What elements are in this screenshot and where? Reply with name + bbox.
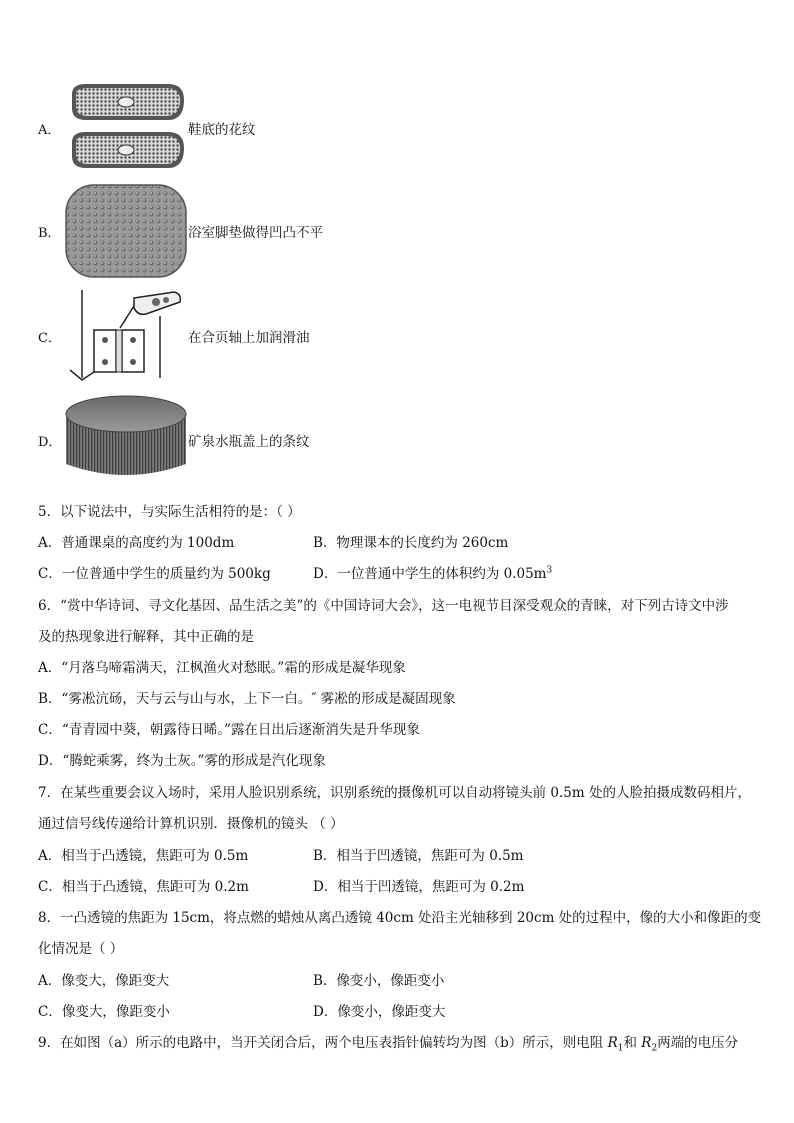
q6-option-b: B．“雾凇沆砀，天与云与山与水，上下一白。″ 雾凇的形成是凝固现象 — [38, 691, 456, 707]
option-letter: B． — [38, 225, 61, 241]
q4-option-a — [38, 80, 256, 176]
q8-stem-line-2: 化情况是（ ） — [38, 941, 124, 957]
q9-text-3: 两端的电压分 — [657, 1035, 739, 1051]
option-letter: D． — [38, 434, 62, 450]
q5-option-a: A．普通课桌的高度约为 100dm — [38, 535, 235, 551]
bottle-cap-image — [64, 392, 188, 488]
q8-option-b: B．像变小，像距变小 — [313, 973, 445, 989]
q6-stem-line-1: 6．“赏中华诗词、寻文化基因、品生活之美”的《中国诗词大会》，这一电视节目深受观众的青睐，对下列古诗文中涉 — [38, 598, 729, 614]
q5-option-d — [313, 562, 552, 582]
q9-stem-line-1 — [38, 1031, 738, 1054]
q7-option-b: B．相当于凹透镜，焦距可为 0.5m — [313, 848, 524, 864]
q7-stem-line-1: 7．在某些重要会议入场时，采用人脸识别系统，识别系统的摄像机可以自动将镜头前 0.5m 处的人脸拍摄成数码相片， — [38, 785, 751, 801]
q4-option-c — [38, 288, 310, 384]
q5-option-c: C．一位普通中学生的质量约为 500kg — [38, 566, 271, 582]
q7-option-a: A．相当于凸透镜，焦距可为 0.5m — [38, 848, 249, 864]
option-letter: C． — [38, 330, 61, 346]
q4-option-d — [38, 392, 310, 488]
q5-stem: 5．以下说法中，与实际生活相符的是：（ ） — [38, 504, 301, 520]
q9-r2: R — [641, 1035, 652, 1051]
q8-stem-line-1: 8．一凸透镜的焦距为 15cm，将点燃的蜡烛从离凸透镜 40cm 处沿主光轴移到 20cm 处的过程中，像的大小和像距的变 — [38, 910, 762, 926]
bath-mat-image — [64, 183, 188, 279]
hinge-oil-image — [64, 288, 188, 384]
q5-option-d-sup: 3 — [546, 565, 553, 576]
q4-option-b — [38, 183, 323, 279]
q9-r1: R — [607, 1035, 618, 1051]
q6-option-d: D．“腾蛇乘雾，终为土灰。”雾的形成是汽化现象 — [38, 753, 326, 769]
q9-r2-sub: 2 — [651, 1043, 658, 1054]
option-caption: 矿泉水瓶盖上的条纹 — [188, 434, 310, 450]
q7-option-c: C．相当于凸透镜，焦距可为 0.2m — [38, 879, 249, 895]
q7-stem-line-2: 通过信号线传递给计算机识别．摄像机的镜头 （ ） — [38, 816, 344, 832]
q9-r1-sub: 1 — [617, 1043, 624, 1054]
q9-text-2: 和 — [623, 1035, 642, 1051]
q9-text-1: 9．在如图（a）所示的电路中，当开关闭合后，两个电压表指针偏转均为图（b）所示，则电阻 — [38, 1035, 608, 1051]
shoe-sole-image — [64, 80, 188, 176]
q8-option-d: D．像变小，像距变大 — [313, 1004, 446, 1020]
option-letter: A． — [38, 122, 61, 138]
option-caption: 在合页轴上加润滑油 — [188, 330, 310, 346]
q5-option-d-text: D．一位普通中学生的体积约为 0.05m — [313, 566, 547, 582]
q8-option-c: C．像变大，像距变小 — [38, 1004, 170, 1020]
q7-option-d: D．相当于凹透镜，焦距可为 0.2m — [313, 879, 525, 895]
q6-stem-line-2: 及的热现象进行解释，其中正确的是 — [38, 629, 254, 645]
q6-option-c: C．“青青园中葵，朝露待日晞。”露在日出后逐渐消失是升华现象 — [38, 722, 420, 738]
option-caption: 浴室脚垫做得凹凸不平 — [188, 225, 323, 241]
q8-option-a: A．像变大，像距变大 — [38, 973, 170, 989]
q6-option-a: A．“月落乌啼霜满天，江枫渔火对愁眠。”霜的形成是凝华现象 — [38, 660, 406, 676]
q5-option-b: B．物理课本的长度约为 260cm — [313, 535, 509, 551]
option-caption: 鞋底的花纹 — [188, 122, 256, 138]
